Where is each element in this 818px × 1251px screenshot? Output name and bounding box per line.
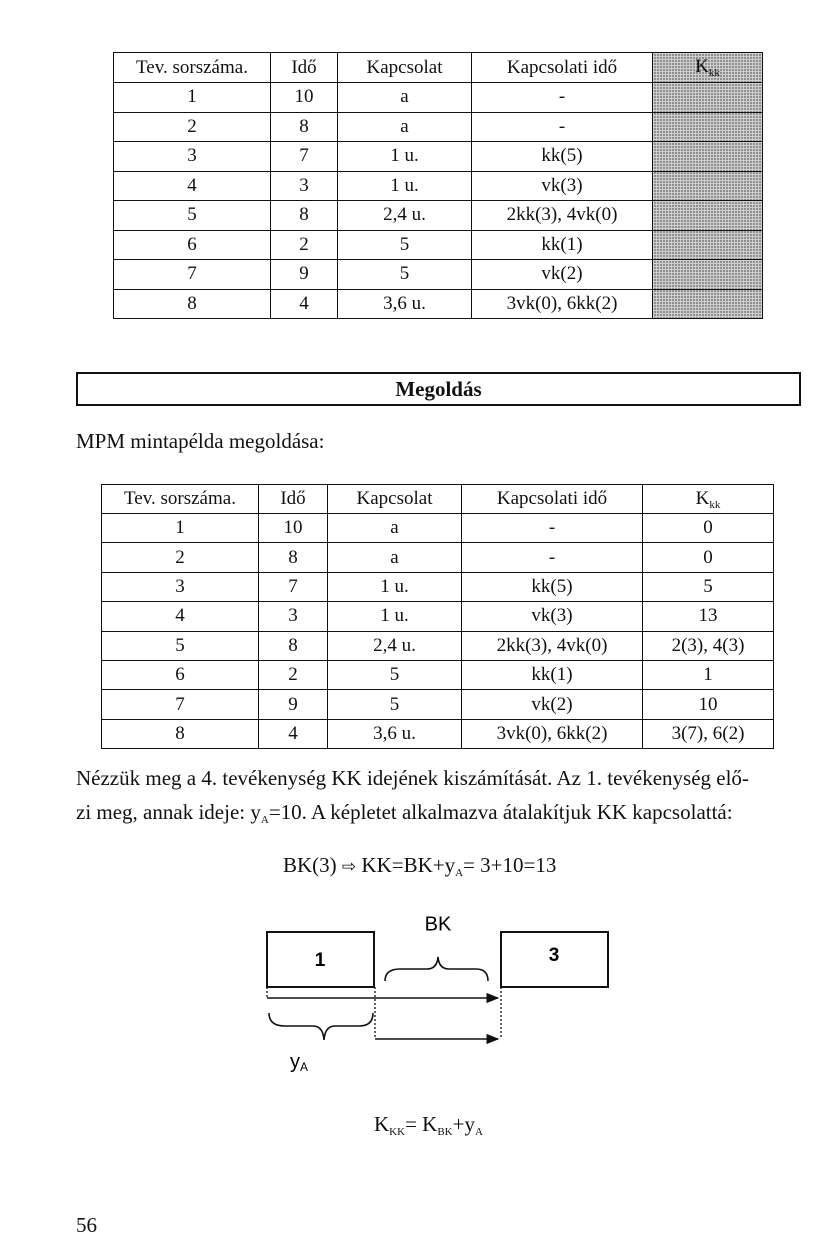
cell-duration: 10 <box>271 83 338 113</box>
cell-duration: 8 <box>271 112 338 142</box>
table-row <box>114 289 763 319</box>
cell-relation-time: - <box>462 543 643 572</box>
table-row <box>102 514 774 543</box>
cell-relation: a <box>328 514 462 543</box>
solution-heading-box <box>76 372 801 406</box>
cell-task-number: 6 <box>102 660 259 689</box>
activity-box-1-label: 1 <box>314 950 326 972</box>
cell-kkk: 13 <box>643 602 774 631</box>
table-row <box>102 631 774 660</box>
cell-duration: 2 <box>259 660 328 689</box>
ya-label: $y_A$ <box>290 1051 309 1075</box>
header-relation-time: Kapcsolati idő <box>462 485 643 514</box>
cell-duration: 3 <box>259 602 328 631</box>
cell-relation-time: kk(5) <box>472 142 653 172</box>
cell-kkk: 10 <box>643 690 774 719</box>
header-relation: Kapcsolat <box>338 53 472 83</box>
table-row <box>102 690 774 719</box>
table-row <box>102 602 774 631</box>
cell-kkk <box>653 289 763 319</box>
table-row <box>114 171 763 201</box>
cell-relation: a <box>338 83 472 113</box>
cell-kkk: 5 <box>643 572 774 601</box>
cell-relation: 1 u. <box>338 142 472 172</box>
cell-relation: a <box>328 543 462 572</box>
cell-duration: 7 <box>271 142 338 172</box>
cell-relation-time: 2kk(3), 4vk(0) <box>472 201 653 231</box>
formula-kkk: $K_{KK}= K_{BK}+y_A$ <box>374 1112 483 1138</box>
cell-duration: 8 <box>259 543 328 572</box>
header-task-number: Tev. sorszáma. <box>102 485 259 514</box>
bk-diagram <box>255 905 625 1085</box>
paragraph-line-1: Nézzük meg a 4. tevékenység KK idejének kiszámítását. Az 1. tevékenység elő- <box>76 766 749 790</box>
cell-kkk: 1 <box>643 660 774 689</box>
table-row <box>114 112 763 142</box>
header-duration: Idő <box>271 53 338 83</box>
cell-task-number: 8 <box>102 719 259 748</box>
cell-task-number: 7 <box>102 690 259 719</box>
cell-kkk: 0 <box>643 514 774 543</box>
cell-relation: 5 <box>338 230 472 260</box>
arrow-icon: ⇨ <box>341 857 357 877</box>
cell-duration: 10 <box>259 514 328 543</box>
cell-task-number: 8 <box>114 289 271 319</box>
task-table <box>113 52 763 319</box>
cell-task-number: 5 <box>114 201 271 231</box>
cell-relation-time: - <box>462 514 643 543</box>
cell-relation-time: kk(1) <box>462 660 643 689</box>
bk-brace <box>385 957 488 981</box>
cell-task-number: 2 <box>102 543 259 572</box>
cell-kkk <box>653 83 763 113</box>
cell-relation-time: kk(1) <box>472 230 653 260</box>
cell-duration: 3 <box>271 171 338 201</box>
solution-table <box>101 484 774 749</box>
table-row <box>114 83 763 113</box>
cell-task-number: 1 <box>114 83 271 113</box>
table-row <box>102 543 774 572</box>
cell-duration: 9 <box>259 690 328 719</box>
cell-task-number: 2 <box>114 112 271 142</box>
header-kkk: $K_{kk}$ <box>653 53 763 83</box>
cell-duration: 8 <box>271 201 338 231</box>
cell-kkk <box>653 142 763 172</box>
cell-duration: 8 <box>259 631 328 660</box>
cell-relation-time: 2kk(3), 4vk(0) <box>462 631 643 660</box>
ya-brace <box>269 1013 373 1040</box>
cell-relation: 3,6 u. <box>328 719 462 748</box>
header-relation: Kapcsolat <box>328 485 462 514</box>
cell-kkk: 0 <box>643 543 774 572</box>
table-row <box>114 201 763 231</box>
activity-box-3-label: 3 <box>548 945 560 967</box>
cell-relation: 5 <box>338 260 472 290</box>
cell-duration: 2 <box>271 230 338 260</box>
cell-relation: 5 <box>328 690 462 719</box>
header-task-number: Tev. sorszáma. <box>114 53 271 83</box>
bk-label: BK <box>424 913 452 936</box>
cell-relation: 3,6 u. <box>338 289 472 319</box>
cell-relation: 1 u. <box>338 171 472 201</box>
cell-task-number: 5 <box>102 631 259 660</box>
cell-relation-time: 3vk(0), 6kk(2) <box>472 289 653 319</box>
cell-task-number: 6 <box>114 230 271 260</box>
cell-task-number: 1 <box>102 514 259 543</box>
cell-relation-time: 3vk(0), 6kk(2) <box>462 719 643 748</box>
table-header-row <box>102 485 774 514</box>
cell-task-number: 4 <box>102 602 259 631</box>
cell-kkk <box>653 260 763 290</box>
cell-relation: 5 <box>328 660 462 689</box>
cell-relation-time: vk(2) <box>472 260 653 290</box>
header-duration: Idő <box>259 485 328 514</box>
cell-duration: 4 <box>271 289 338 319</box>
cell-kkk: 3(7), 6(2) <box>643 719 774 748</box>
formula-kk-calculation: BK(3) ⇨ $KK=BK+y_A= 3+10=13$ <box>283 853 557 879</box>
cell-relation-time: vk(2) <box>462 690 643 719</box>
cell-relation: a <box>338 112 472 142</box>
header-kkk: $K_{kk}$ <box>643 485 774 514</box>
cell-duration: 9 <box>271 260 338 290</box>
cell-relation: 2,4 u. <box>328 631 462 660</box>
cell-task-number: 7 <box>114 260 271 290</box>
page-number: 56 <box>76 1213 97 1237</box>
cell-duration: 7 <box>259 572 328 601</box>
cell-kkk <box>653 171 763 201</box>
header-relation-time: Kapcsolati idő <box>472 53 653 83</box>
cell-relation: 2,4 u. <box>338 201 472 231</box>
cell-relation: 1 u. <box>328 602 462 631</box>
cell-task-number: 3 <box>102 572 259 601</box>
cell-kkk <box>653 230 763 260</box>
table-row <box>102 660 774 689</box>
table-row <box>102 719 774 748</box>
cell-task-number: 3 <box>114 142 271 172</box>
paragraph-line-2: zi meg, annak ideje: $y_A=10$. A képletet alkalmazva átalakítjuk KK kapcsolattá: <box>76 800 733 826</box>
cell-relation-time: vk(3) <box>462 602 643 631</box>
cell-relation-time: - <box>472 83 653 113</box>
table-row <box>114 260 763 290</box>
cell-relation-time: vk(3) <box>472 171 653 201</box>
table-row <box>102 572 774 601</box>
solution-heading: Megoldás <box>395 377 482 401</box>
cell-relation: 1 u. <box>328 572 462 601</box>
cell-relation-time: kk(5) <box>462 572 643 601</box>
intro-text: MPM mintapélda megoldása: <box>76 429 325 453</box>
cell-task-number: 4 <box>114 171 271 201</box>
cell-duration: 4 <box>259 719 328 748</box>
cell-relation-time: - <box>472 112 653 142</box>
cell-kkk <box>653 201 763 231</box>
cell-kkk <box>653 112 763 142</box>
table-header-row <box>114 53 763 83</box>
table-row <box>114 142 763 172</box>
cell-kkk: 2(3), 4(3) <box>643 631 774 660</box>
table-row <box>114 230 763 260</box>
